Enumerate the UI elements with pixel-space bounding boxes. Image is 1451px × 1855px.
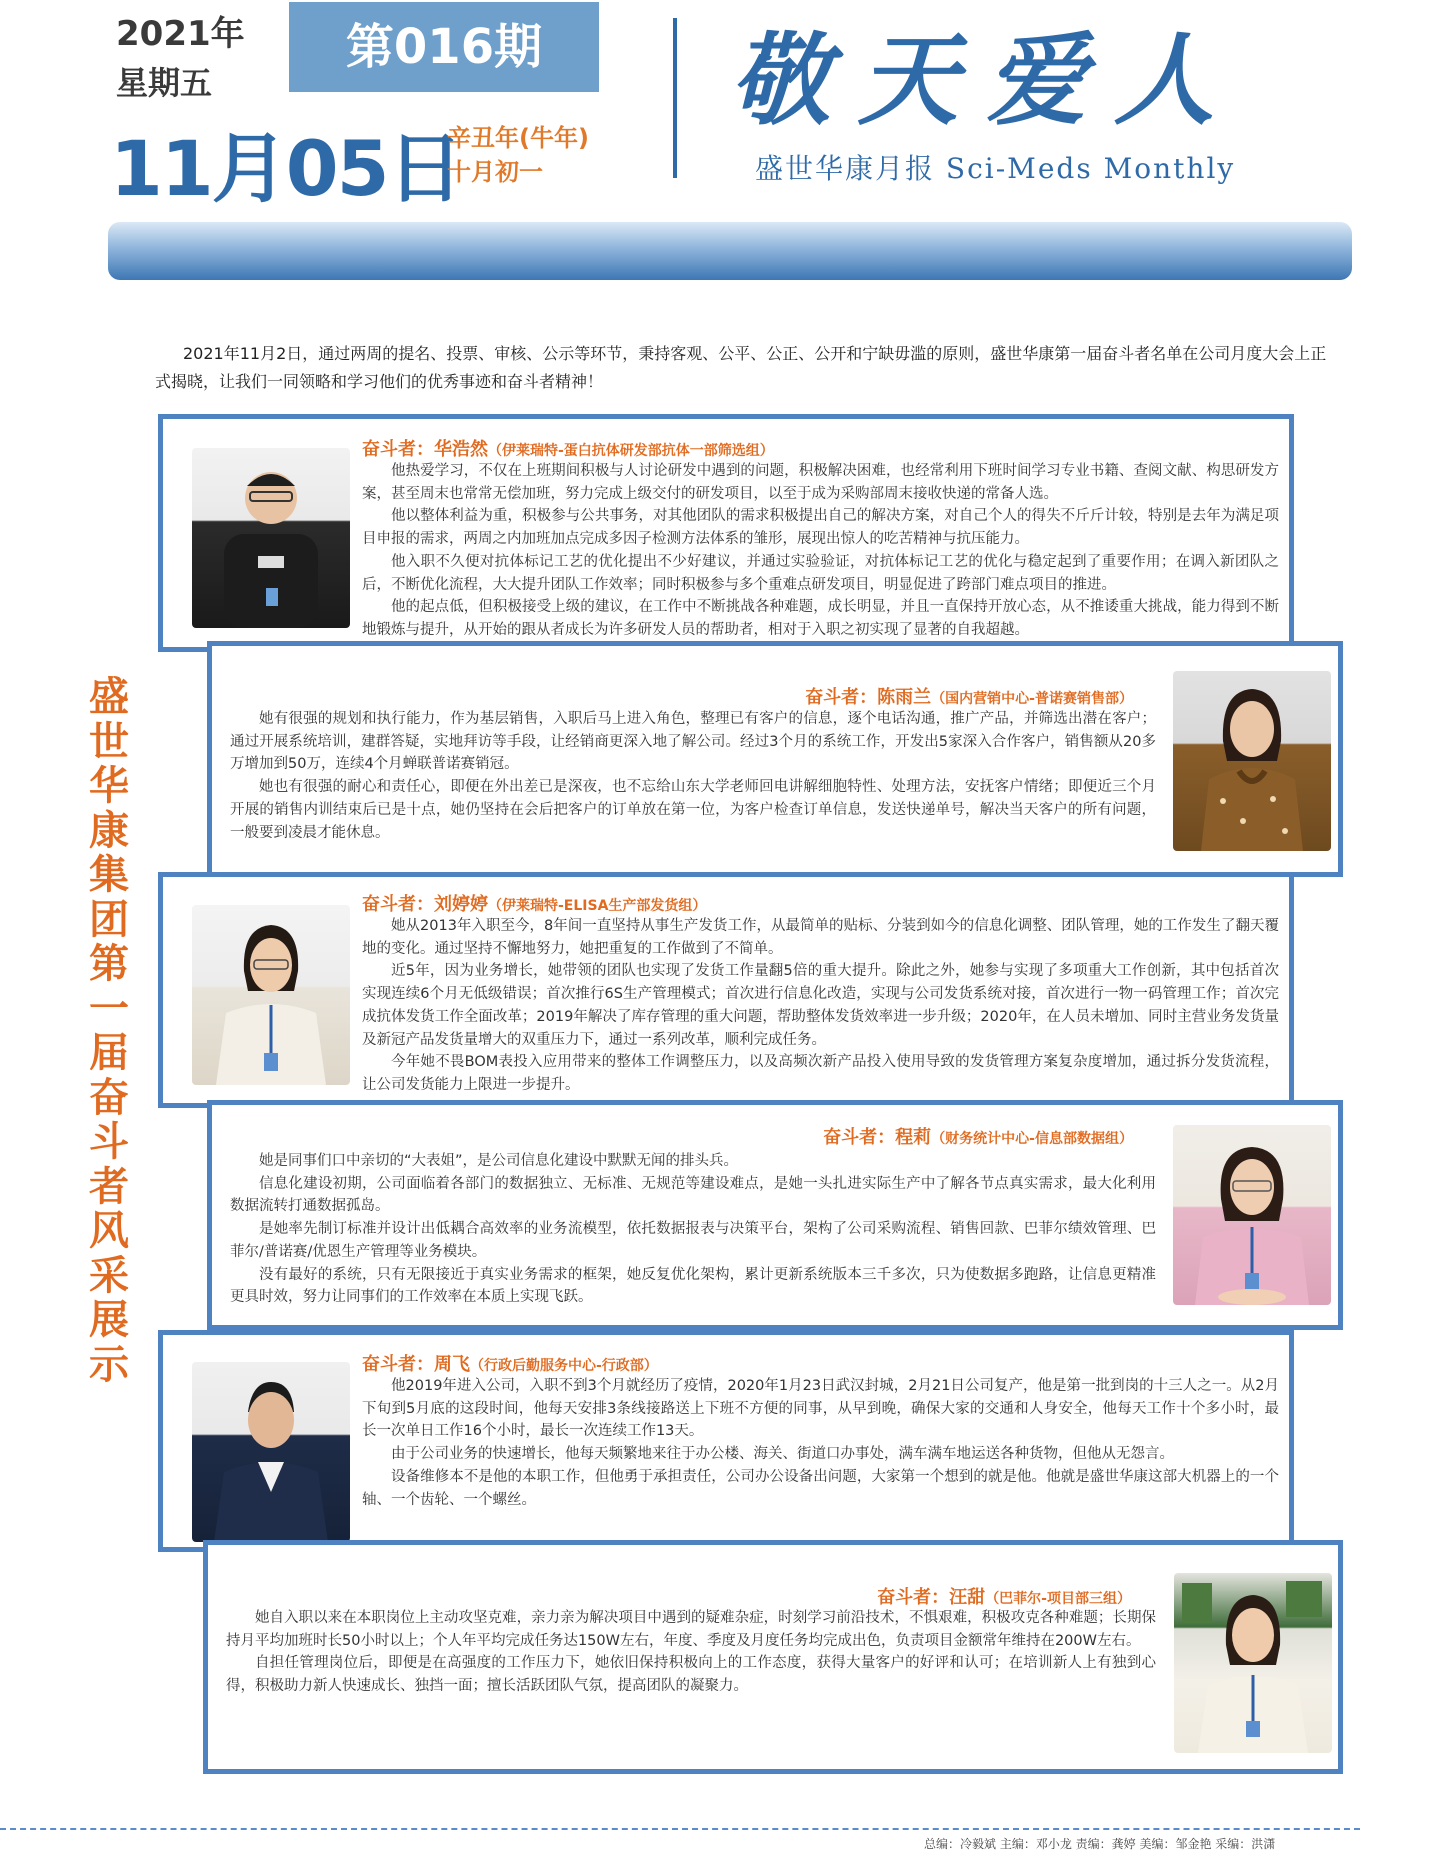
profile-photo	[1174, 1573, 1332, 1753]
profile-label: 奋斗者：华浩然	[362, 439, 488, 460]
profile-photo	[192, 905, 350, 1085]
profile-dept: （国内营销中心-普诺赛销售部）	[931, 691, 1133, 707]
profile-paragraph: 她自入职以来在本职岗位上主动攻坚克难，亲力亲为解决项目中遇到的疑难杂症，时刻学习前沿技术，不惧艰难，积极攻克各种难题；长期保持月平均加班时长50小时以上；个人年平均完成任务达150W左右，年度、季度及月度任务均完成出色，负责项目金额常年维持在200W左右。	[226, 1610, 1156, 1649]
profile-name	[362, 890, 706, 916]
profile-name	[823, 1123, 1133, 1149]
issue-date: 11月05日	[110, 124, 462, 213]
side-title: 盛世华康集团第一届奋斗者风采展示	[89, 674, 129, 1388]
profile-paragraph: 她是同事们口中亲切的“大表姐”，是公司信息化建设中默默无闻的排头兵。	[259, 1153, 739, 1169]
profile-paragraph: 自担任管理岗位后，即便是在高强度的工作压力下，她依旧保持积极向上的工作态度，获得大量客户的好评和认可；在培训新人上有独到心得，积极助力新人快速成长、独挡一面；擅长活跃团队气氛，提高团队的凝聚力。	[226, 1655, 1156, 1695]
masthead-title: 敬天爱人	[730, 21, 1242, 139]
issue-number-badge: 第016期	[289, 2, 599, 92]
profile-card-3	[158, 872, 1294, 1108]
profile-paragraph: 他热爱学习，不仅在上班期间积极与人讨论研发中遇到的问题，积极解决困难，也经常利用下班时间学习专业书籍、查阅文献、构思研发方案，甚至周末也常常无偿加班，努力完成上级交付的研发项目，以至于成为采购部周末接收快递的常备人选。	[362, 463, 1279, 502]
year-label: 2021年	[116, 14, 245, 54]
profile-dept: （伊莱瑞特-蛋白抗体研发部抗体一部筛选组）	[488, 443, 774, 459]
profile-paragraph: 他入职不久便对抗体标记工艺的优化提出不少好建议，并通过实验验证，对抗体标记工艺的优化与稳定起到了重要作用；在调入新团队之后，不断优化流程，大大提升团队工作效率；同时积极参与多个重难点研发项目，明显促进了跨部门难点项目的推进。	[362, 553, 1279, 593]
profile-body	[362, 1375, 1279, 1511]
profile-card-4	[207, 1100, 1343, 1330]
profile-card-5	[158, 1330, 1294, 1552]
header-divider	[673, 18, 677, 178]
profile-body	[362, 915, 1279, 1097]
lunar-year: 辛丑年(牛年)	[447, 124, 589, 152]
profile-label: 奋斗者：刘婷婷	[362, 894, 488, 915]
profile-card-2	[207, 641, 1343, 877]
profile-paragraph: 他2019年进入公司，入职不到3个月就经历了疫情，2020年1月23日武汉封城，2月21日公司复产，他是第一批到岗的十三人之一。从2月下旬到5月底的这段时间，他每天安排3条线接路送上下班不方便的同事，从早到晚，确保大家的交通和人身安全，他每天工作十个多小时，最长一次单日工作16个小时，最长一次连续工作13天。	[362, 1378, 1279, 1440]
profile-name	[805, 683, 1133, 709]
profile-name	[362, 435, 774, 461]
profile-photo	[1173, 671, 1331, 851]
profile-paragraph: 设备维修本不是他的本职工作，但他勇于承担责任，公司办公设备出问题，大家第一个想到的就是他。他就是盛世华康这部大机器上的一个轴、一个齿轮、一个螺丝。	[362, 1468, 1279, 1508]
profile-paragraph: 她从2013年入职至今，8年间一直坚持从事生产发货工作，从最简单的贴标、分装到如今的信息化调整、团队管理，她的工作发生了翻天覆地的变化。通过坚持不懈地努力，她把重复的工作做到了不简单。	[362, 918, 1279, 957]
lunar-day: 十月初一	[447, 158, 543, 186]
profile-card-1	[158, 414, 1294, 652]
profile-paragraph: 由于公司业务的快速增长，他每天频繁地来往于办公楼、海关、街道口办事处，满车满车地运送各种货物，但他从无怨言。	[391, 1446, 1174, 1463]
intro-paragraph: 2021年11月2日，通过两周的提名、投票、审核、公示等环节，秉持客观、公平、公正、公开和宁缺毋滥的原则，盛世华康第一届奋斗者名单在公司月度大会上正式揭晓，让我们一同领略和学习他们的优秀事迹和奋斗者精神！	[155, 344, 1327, 391]
profile-body	[230, 1150, 1156, 1309]
profile-photo	[1173, 1125, 1331, 1305]
profile-paragraph: 她也有很强的耐心和责任心，即便在外出差已是深夜，也不忘给山东大学老师回电讲解细胞特性、处理方法，安抚客户情绪；即便近三个月开展的销售内训结束后已是十点，她仍坚持在会后把客户的订单放在第一位，为客户检查订单信息，发送快递单号，解决当天客户的所有问题，一般要到凌晨才能休息。	[230, 779, 1156, 841]
profile-dept: （财务统计中心-信息部数据组）	[931, 1131, 1133, 1147]
profile-dept: （巴菲尔-项目部三组）	[985, 1591, 1131, 1607]
footer-credits: 总编：冷毅斌 主编：邓小龙 责编：龚婷 美编：邹金艳 采编：洪潇	[924, 1837, 1276, 1851]
profile-card-6	[203, 1540, 1343, 1774]
profile-body	[230, 708, 1156, 844]
profile-dept: （行政后勤服务中心-行政部）	[470, 1358, 658, 1374]
profile-body	[226, 1607, 1156, 1698]
footer-divider	[0, 1828, 1360, 1830]
profile-name	[362, 1350, 658, 1376]
profile-paragraph: 近5年，因为业务增长，她带领的团队也实现了发货工作量翻5倍的重大提升。除此之外，她参与实现了多项重大工作创新，其中包括首次实现连续6个月无低级错误；首次推行6S生产管理模式；首次进行信息化改造，实现与公司发货系统对接，首次进行一物一码管理工作；首次完成抗体发货工作全面改革；2019年解决了库存管理的重大问题，帮助整体发货效率进一步升级；2020年，在人员未增加、同时主营业务发货量及新冠产品发货量增大的双重压力下，通过一系列改革，顺利完成任务。	[362, 963, 1279, 1048]
profile-paragraph: 信息化建设初期，公司面临着各部门的数据独立、无标准、无规范等建设难点，是她一头扎进实际生产中了解各节点真实需求，最大化利用数据流转打通数据孤岛。	[230, 1175, 1156, 1215]
profile-name	[877, 1583, 1131, 1609]
profile-paragraph: 今年她不畏BOM表投入应用带来的整体工作调整压力，以及高频次新产品投入使用导致的发货管理方案复杂度增加，通过拆分发货流程，让公司发货能力上限进一步提升。	[362, 1054, 1279, 1093]
profile-paragraph: 是她率先制订标准并设计出低耦合高效率的业务流模型，依托数据报表与决策平台，架构了公司采购流程、销售回款、巴菲尔绩效管理、巴菲尔/普诺赛/优恩生产管理等业务模块。	[230, 1221, 1156, 1260]
profile-paragraph: 他的起点低，但积极接受上级的建议，在工作中不断挑战各种难题，成长明显，并且一直保持开放心态，从不推诿重大挑战，能力得到不断地锻炼与提升，从开始的跟从者成长为许多研发人员的帮助者，相对于入职之初实现了显著的自我超越。	[362, 599, 1279, 638]
profile-label: 奋斗者：陈雨兰	[805, 687, 932, 708]
profile-label: 奋斗者：周飞	[362, 1354, 470, 1375]
profile-label: 奋斗者：汪甜	[877, 1587, 986, 1608]
profile-paragraph: 他以整体利益为重，积极参与公共事务，对其他团队的需求积极提出自己的解决方案，对自己个人的得失不斤斤计较，特别是去年为满足项目申报的需求，两周之内加班加点完成多因子检测方法体系的雏形，展现出惊人的吃苦精神与抗压能力。	[362, 508, 1279, 548]
profile-photo	[192, 1362, 350, 1542]
profile-label: 奋斗者：程莉	[823, 1127, 932, 1148]
profile-body	[362, 460, 1279, 642]
profile-paragraph: 没有最好的系统，只有无限接近于真实业务需求的框架，她反复优化架构，累计更新系统版本三千多次，只为使数据多跑路，让信息更精准更具时效，努力让同事们的工作效率在本质上实现飞跃。	[230, 1266, 1156, 1306]
masthead-subtitle: 盛世华康月报 Sci-Meds Monthly	[755, 152, 1236, 185]
profile-dept: （伊莱瑞特-ELISA生产部发货组）	[488, 898, 707, 914]
weekday-label: 星期五	[116, 64, 213, 102]
profile-photo	[192, 448, 350, 628]
header-banner-bar	[108, 222, 1352, 280]
profile-paragraph: 她有很强的规划和执行能力，作为基层销售，入职后马上进入角色，整理已有客户的信息，逐个电话沟通，推广产品，并筛选出潜在客户；通过开展系统培训，建群答疑，实地拜访等手段，让经销商更深入地了解公司。经过3个月的系统工作，开发出5家深入合作客户，销售额从20多万增加到50万，连续4个月蝉联普诺赛销冠。	[230, 711, 1156, 773]
